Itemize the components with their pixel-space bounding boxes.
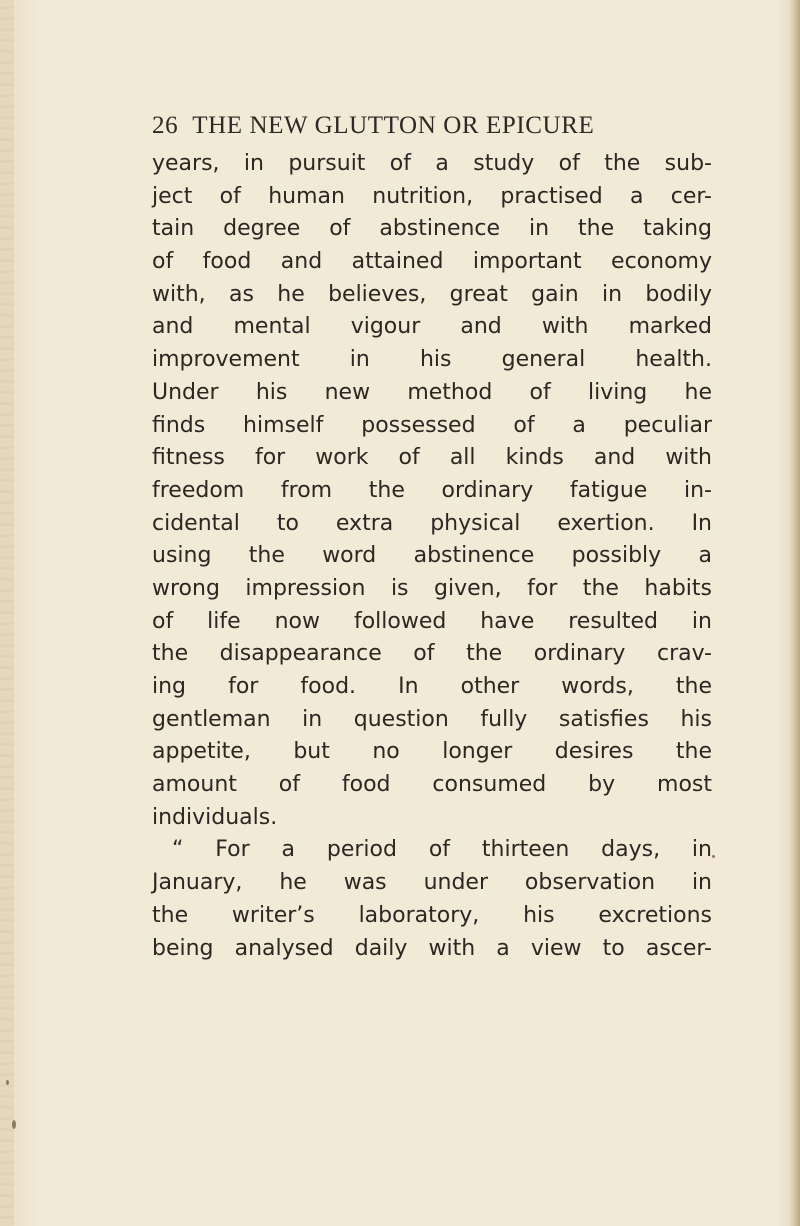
book-title: THE NEW GLUTTON OR EPICURE — [192, 112, 595, 139]
text-line: tain degree of abstinence in the taking — [152, 216, 712, 242]
text-line: finds himself possessed of a peculiar — [152, 412, 712, 438]
text-line: being analysed daily with a view to ascer- — [152, 935, 712, 961]
text-line: fitness for work of all kinds and with — [152, 445, 712, 471]
running-head — [152, 112, 712, 140]
text-line: of life now followed have resulted in — [152, 608, 712, 634]
paragraph-end-line: individuals. — [152, 804, 278, 830]
text-line: gentleman in question fully satisfies his — [152, 706, 712, 732]
text-line: years, in pursuit of a study of the sub- — [152, 151, 712, 176]
text-line: January, he was under observation in — [152, 870, 712, 896]
paper-speck — [6, 1080, 9, 1085]
text-line: cidental to extra physical exertion. In — [152, 510, 712, 536]
page-gutter-edge — [0, 0, 14, 1226]
paragraph-start-line: “ For a period of thirteen days, in — [172, 837, 712, 863]
text-line: the disappearance of the ordinary crav- — [152, 641, 712, 667]
text-line: ing for food. In other words, the — [152, 674, 712, 699]
text-line: appetite, but no longer desires the — [152, 739, 712, 765]
paper-speck — [12, 1120, 16, 1129]
page-fore-edge — [790, 0, 800, 1226]
paper-speck — [712, 855, 715, 858]
text-line: amount of food consumed by most — [152, 772, 712, 798]
text-line: improvement in his general health. — [152, 347, 712, 373]
text-line: wrong impression is given, for the habits — [152, 575, 712, 601]
text-line: with, as he believes, great gain in bodily — [152, 281, 712, 307]
text-line: ject of human nutrition, practised a cer- — [152, 183, 712, 209]
text-line: using the word abstinence possibly a — [152, 543, 712, 569]
text-line: the writer’s laboratory, his excretions — [152, 902, 712, 928]
page-number: 26 — [152, 112, 179, 139]
text-line: freedom from the ordinary fatigue in- — [152, 477, 712, 503]
text-line: and mental vigour and with marked — [152, 314, 712, 340]
text-line: of food and attained important economy — [152, 249, 712, 275]
text-line: Under his new method of living he — [152, 379, 712, 405]
body-text — [152, 148, 712, 965]
